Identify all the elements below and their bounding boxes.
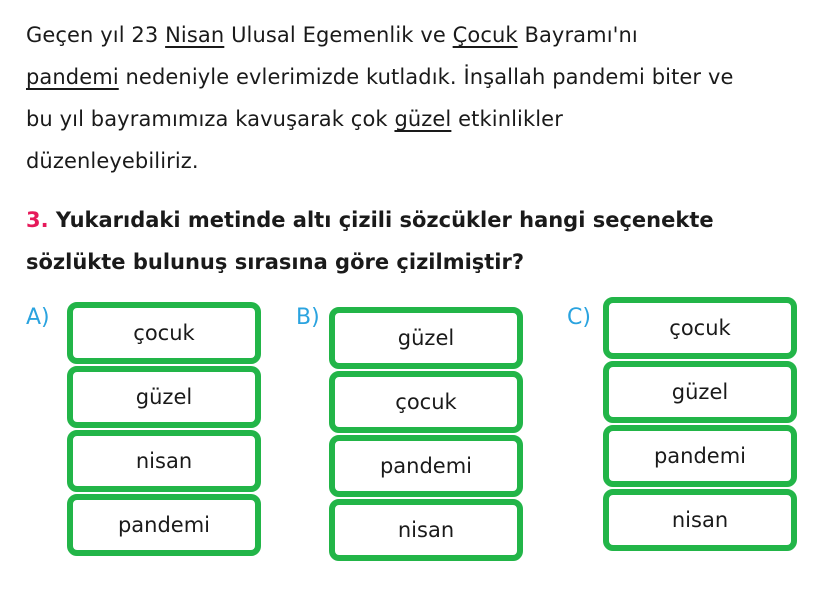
option-c-letter[interactable]: C) xyxy=(567,305,591,330)
question-body: Yukarıdaki metinde altı çizili sözcükler hangi seçenekte sözlükte bulunuş sırasına göre çizilmiştir? xyxy=(26,208,714,274)
option-a-letter[interactable]: A) xyxy=(26,305,50,330)
option-c-card-4[interactable]: nisan xyxy=(603,489,797,551)
option-b-card-3[interactable]: pandemi xyxy=(329,435,523,497)
passage-text-fragment: Ulusal Egemenlik ve xyxy=(224,23,453,47)
option-b-letter[interactable]: B) xyxy=(296,305,320,330)
question-text xyxy=(26,199,806,283)
option-a-card-3[interactable]: nisan xyxy=(67,430,261,492)
option-b-card-1[interactable]: güzel xyxy=(329,307,523,369)
underlined-word-pandemi: pandemi xyxy=(26,65,119,89)
option-a-card-1[interactable]: çocuk xyxy=(67,302,261,364)
option-b-card-2[interactable]: çocuk xyxy=(329,371,523,433)
option-a-card-4[interactable]: pandemi xyxy=(67,494,261,556)
option-c-card-2[interactable]: güzel xyxy=(603,361,797,423)
passage-text-fragment: etkinlikler xyxy=(451,107,563,131)
underlined-word-nisan: Nisan xyxy=(165,23,225,47)
passage-text-fragment: Bayramı'nı xyxy=(517,23,638,47)
underlined-word-guzel: güzel xyxy=(394,107,452,131)
option-c-card-3[interactable]: pandemi xyxy=(603,425,797,487)
option-a-card-2[interactable]: güzel xyxy=(67,366,261,428)
passage-text-fragment: Geçen yıl 23 xyxy=(26,23,166,47)
passage-text-fragment: düzenleyebiliriz. xyxy=(26,149,199,173)
option-c-card-1[interactable]: çocuk xyxy=(603,297,797,359)
option-b-card-4[interactable]: nisan xyxy=(329,499,523,561)
passage-text-fragment: bu yıl bayramımıza kavuşarak çok xyxy=(26,107,395,131)
passage-text xyxy=(26,14,796,182)
underlined-word-cocuk: Çocuk xyxy=(452,23,518,47)
question-number: 3. xyxy=(26,208,49,232)
passage-text-fragment: nedeniyle evlerimizde kutladık. İnşallah pandemi biter ve xyxy=(118,65,734,89)
